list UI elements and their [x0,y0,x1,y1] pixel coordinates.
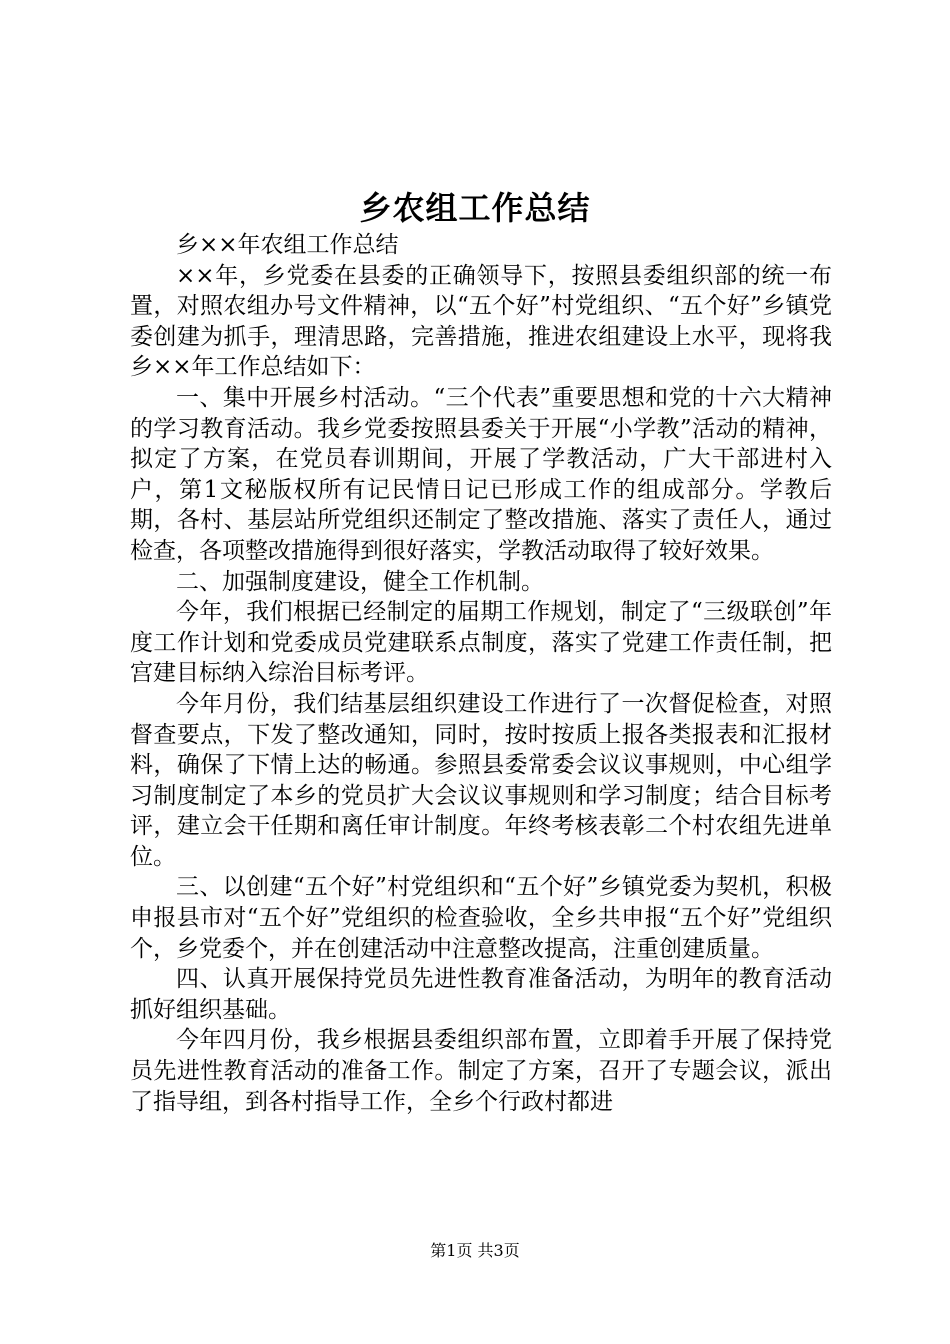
paragraph-subtitle: 乡××年农组工作总结 [176,232,399,258]
paragraph-intro: ××年，乡党委在县委的正确领导下，按照县委组织部的统一布置，对照农组办号文件精神，以“五个好”村党组织、“五个好”乡镇党委创建为抓手，理清思路，完善措施，推进农组建设上水平，现将我乡××年工作总结如下： [130,262,832,381]
paragraph-section-3: 三、以创建“五个好”村党组织和“五个好”乡镇党委为契机，积极申报县市对“五个好”党组织的检查验收，全乡共申报“五个好”党组织个，乡党委个，并在创建活动中注意整改提高，注重创建质量。 [130,874,832,962]
paragraph-section-1: 一、集中开展乡村活动。“三个代表”重要思想和党的十六大精神的学习教育活动。我乡党委按照县委关于开展“小学教”活动的精神，拟定了方案，在党员春训期间，开展了学教活动，广大干部进村入户，第1文秘版权所有记民情日记已形成工作的组成部分。学教后期，各村、基层站所党组织还制定了整改措施、落实了责任人，通过检查，各项整改措施得到很好落实，学教活动取得了较好效果。 [130,384,832,564]
paragraph-section-2-heading: 二、加强制度建设，健全工作机制。 [176,568,544,595]
document-body [130,230,832,1117]
paragraph-section-2-body-2: 今年月份，我们结基层组织建设工作进行了一次督促检查，对照督查要点，下发了整改通知，同时，按时按质上报各类报表和汇报材料，确保了下情上达的畅通。参照县委常委会议议事规则，中心组学习制度制定了本乡的党员扩大会议议事规则和学习制度；结合目标考评，建立会干任期和离任审计制度。年终考核表彰二个村农组先进单位。 [130,690,832,870]
paragraph-section-4-body: 今年四月份，我乡根据县委组织部布置，立即着手开展了保持党员先进性教育活动的准备工作。制定了方案，召开了专题会议，派出了指导组，到各村指导工作，全乡个行政村都进 [130,1027,832,1115]
paragraph-section-2-body-1: 今年，我们根据已经制定的届期工作规划，制定了“三级联创”年度工作计划和党委成员党建联系点制度，落实了党建工作责任制，把宫建目标纳入综治目标考评。 [130,599,832,687]
document-title: 乡农组工作总结 [359,189,591,227]
page-footer: 第1页 共3页 [430,1241,520,1260]
paragraph-section-4-heading: 四、认真开展保持党员先进性教育准备活动，为明年的教育活动抓好组织基础。 [130,966,832,1023]
